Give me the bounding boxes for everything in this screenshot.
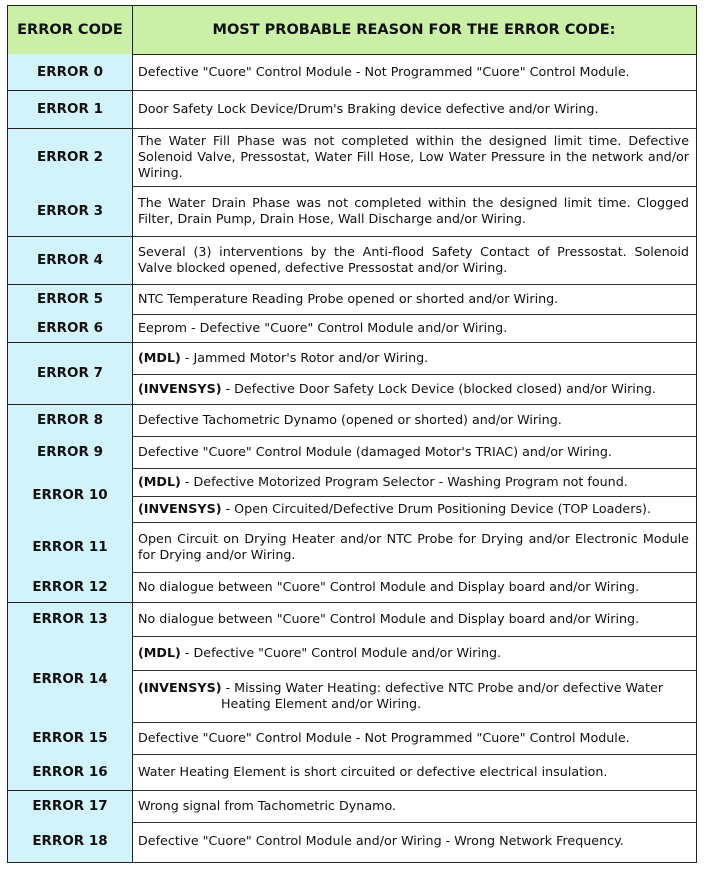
reason-text-continuation: Heating Element and/or Wiring. [221, 696, 422, 711]
reason-cell-14-invensys [138, 670, 689, 722]
reason-cell-7-mdl [138, 342, 689, 374]
reason-cell-9 [138, 436, 689, 468]
manufacturer-tag: (MDL) [138, 645, 181, 660]
reason-text: - Jammed Motor's Rotor and/or Wiring. [180, 350, 429, 365]
manufacturer-tag: (MDL) [138, 474, 181, 489]
reason-text: Open Circuit on Drying Heater and/or NTC Probe for Drying and/or Electronic Module for Drying and/or Wiring. [138, 531, 689, 562]
reason-cell-18 [138, 822, 689, 860]
code-divider [8, 602, 132, 603]
reason-text: No dialogue between "Cuore" Control Module and Display board and/or Wiring. [138, 611, 640, 626]
error-code-5: ERROR 5 [37, 291, 103, 307]
code-divider [8, 90, 132, 91]
reason-cell-8 [138, 404, 689, 436]
manufacturer-tag: (INVENSYS) [138, 381, 222, 396]
error-code-2: ERROR 2 [37, 149, 103, 165]
reason-cell-7-invensys [138, 374, 689, 404]
reason-text: No dialogue between "Cuore" Control Module and Display board and/or Wiring. [138, 579, 640, 594]
error-code-6: ERROR 6 [37, 320, 103, 336]
reason-text: Defective "Cuore" Control Module - Not Programmed "Cuore" Control Module. [138, 64, 630, 79]
manufacturer-tag: (INVENSYS) [138, 501, 222, 516]
reason-cell-16 [138, 754, 689, 790]
reason-text: NTC Temperature Reading Probe opened or shorted and/or Wiring. [138, 291, 559, 306]
error-code-10: ERROR 10 [32, 487, 108, 503]
error-code-13: ERROR 13 [32, 611, 108, 627]
reason-text: Door Safety Lock Device/Drum's Braking device defective and/or Wiring. [138, 101, 599, 116]
reason-cell-5 [138, 284, 689, 314]
error-code-18: ERROR 18 [32, 833, 108, 849]
reason-text: Defective "Cuore" Control Module - Not Programmed "Cuore" Control Module. [138, 730, 630, 745]
reason-text: Defective Tachometric Dynamo (opened or shorted) and/or Wiring. [138, 412, 562, 427]
error-code-11: ERROR 11 [32, 539, 108, 555]
reason-text: The Water Drain Phase was not completed within the designed limit time. Clogged Filter, Drain Pump, Drain Hose, Wall Discharge and/or Wiring. [138, 195, 689, 226]
manufacturer-tag: (MDL) [138, 350, 181, 365]
code-divider [8, 790, 132, 791]
error-code-16: ERROR 16 [32, 764, 108, 780]
reason-text: Defective "Cuore" Control Module (damaged Motor's TRIAC) and/or Wiring. [138, 444, 612, 459]
error-code-17: ERROR 17 [32, 798, 108, 814]
reason-cell-4 [138, 236, 689, 284]
header-error-code: ERROR CODE [8, 6, 133, 54]
reason-cell-17 [138, 790, 689, 822]
reason-text: The Water Fill Phase was not completed within the designed limit time. Defective Solenoid Valve, Pressostat, Water Fill Hose, Low Water Pressure in the network and/or Wiring. [138, 133, 689, 180]
code-divider [8, 284, 132, 285]
error-code-1: ERROR 1 [37, 101, 103, 117]
error-code-table [7, 5, 697, 863]
reason-text: Eeprom - Defective "Cuore" Control Module and/or Wiring. [138, 320, 508, 335]
error-code-3: ERROR 3 [37, 203, 103, 219]
error-code-14: ERROR 14 [32, 671, 108, 687]
header-reason: MOST PROBABLE REASON FOR THE ERROR CODE: [212, 22, 616, 38]
reason-cell-10-mdl [138, 468, 689, 496]
reason-cell-13 [138, 602, 689, 636]
reason-text: - Defective "Cuore" Control Module and/or Wiring. [180, 645, 502, 660]
reason-text: Several (3) interventions by the Anti-flood Safety Contact of Pressostat. Solenoid Valve blocked opened, defective Pressostat and/or Wiring. [138, 244, 689, 275]
error-code-12: ERROR 12 [32, 579, 108, 595]
code-divider [8, 342, 132, 343]
manufacturer-tag: (INVENSYS) [138, 680, 222, 695]
reason-cell-15 [138, 722, 689, 754]
reason-cell-2 [138, 128, 689, 186]
error-code-15: ERROR 15 [32, 730, 108, 746]
reason-text: - Open Circuited/Defective Drum Positioning Device (TOP Loaders). [221, 501, 652, 516]
code-divider [8, 404, 132, 405]
error-code-4: ERROR 4 [37, 252, 103, 268]
error-code-0: ERROR 0 [37, 64, 103, 80]
code-divider [8, 236, 132, 237]
reason-cell-1 [138, 90, 689, 128]
reason-cell-10-invensys [138, 496, 689, 522]
error-code-7: ERROR 7 [37, 365, 103, 381]
table-header [8, 6, 696, 55]
reason-cell-6 [138, 314, 689, 342]
reason-cell-14-mdl [138, 636, 689, 670]
reason-text: Defective "Cuore" Control Module and/or Wiring - Wrong Network Frequency. [138, 833, 624, 848]
error-code-9: ERROR 9 [37, 444, 103, 460]
reason-cell-3 [138, 186, 689, 236]
reason-text: - Defective Motorized Program Selector - Washing Program not found. [180, 474, 628, 489]
reason-text: Water Heating Element is short circuited or defective electrical insulation. [138, 764, 608, 779]
reason-cell-11 [138, 522, 689, 572]
reason-cell-0 [138, 54, 689, 90]
reason-text: Wrong signal from Tachometric Dynamo. [138, 798, 397, 813]
error-code-8: ERROR 8 [37, 412, 103, 428]
reason-cell-12 [138, 572, 689, 602]
reason-text: - Defective Door Safety Lock Device (blocked closed) and/or Wiring. [221, 381, 656, 396]
reason-text: - Missing Water Heating: defective NTC Probe and/or defective Water [221, 680, 664, 695]
code-divider [8, 128, 132, 129]
